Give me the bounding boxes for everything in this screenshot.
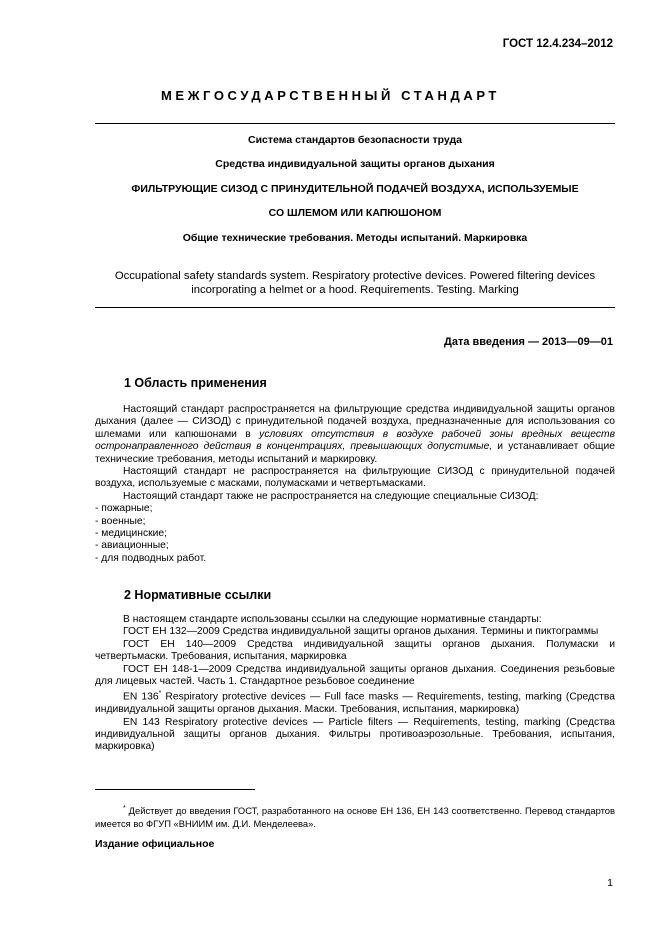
section-2-body — [95, 614, 615, 754]
footnote-marker: * — [158, 690, 162, 698]
scope-paragraph-2: Настоящий стандарт не распространяется на фильтрующие СИЗОД с принудительной подачей воздуха, используемые с масками, полумасками и четвертьмасками. — [95, 466, 615, 490]
footnote-divider — [95, 789, 255, 790]
reference-item: ГОСТ ЕН 148-1—2009 Средства индивидуальной защиты органов дыхания. Соединения резьбовые для лицевых частей. Часть 1. Стандартное резьбовое соединение — [95, 663, 615, 688]
devices-title: Средства индивидуальной защиты органов дыхания — [215, 158, 495, 170]
list-item: - авиационные; — [95, 540, 169, 552]
system-title: Система стандартов безопасности труда — [247, 134, 463, 146]
official-edition: Издание официальное — [95, 838, 215, 850]
footnote-marker: * — [123, 805, 126, 812]
list-item: - пожарные; — [95, 503, 153, 515]
interstate-standard-heading: МЕЖГОСУДАРСТВЕННЫЙ СТАНДАРТ — [161, 88, 500, 103]
english-title — [95, 269, 615, 297]
page-number: 1 — [607, 877, 613, 889]
references-intro: В настоящем стандарте использованы ссылки на следующие нормативные стандарты: — [123, 614, 542, 625]
scope-text-b: и устанавливает общие технические требования, методы испытаний и маркировку. — [95, 441, 615, 465]
reference-item — [95, 688, 615, 716]
scope-text-italic: условиях отсутствия в воздухе рабочей зоны вредных веществ остронаправленного действия в концентрациях, превышающих допустимые, — [95, 428, 616, 453]
scope-paragraph-3: Настоящий стандарт также не распространяется на следующие специальные СИЗОД: — [123, 490, 539, 502]
scope-paragraph-1 — [95, 404, 615, 466]
english-title-line2: incorporating a helmet or a hood. Requirements. Testing. Marking — [191, 284, 519, 296]
section-1-body — [95, 404, 615, 565]
scope-text-a: Настоящий стандарт распространяется на фильтрующие средства индивидуальной защиты органов дыхания (далее — СИЗОД) с принудительной подачей воздуха, предназначенные для использования со шлемами или капюшонами в — [95, 404, 615, 440]
english-title-line1: Occupational safety standards system. Respiratory protective devices. Powered filtering devices — [114, 270, 596, 282]
bottom-divider — [95, 307, 615, 308]
section-2-heading: 2 Нормативные ссылки — [124, 588, 272, 602]
main-title-line2: СО ШЛЕМОМ ИЛИ КАПЮШОНОМ — [268, 207, 442, 219]
footnote-text: Действует до введения ГОСТ, разработанного на основе ЕН 136, ЕН 143 соответственно. Перевод стандартов имеется во ФГУП «ВНИИМ им. Д.И. Менделеева». — [95, 805, 615, 830]
list-item: - для подводных работ. — [95, 552, 207, 564]
section-1-heading: 1 Область применения — [124, 376, 267, 390]
footnote — [95, 802, 615, 830]
document-code: ГОСТ 12.4.234–2012 — [502, 38, 613, 50]
subtitle: Общие технические требования. Методы испытаний. Маркировка — [182, 232, 528, 244]
main-title-line1: ФИЛЬТРУЮЩИЕ СИЗОД С ПРИНУДИТЕЛЬНОЙ ПОДАЧЕЙ ВОЗДУХА, ИСПОЛЬЗУЕМЫЕ — [131, 183, 579, 195]
reference-item: EN 143 Respiratory protective devices — Particle filters — Requirements, testing, marking (Средства индивидуальной защиты органов дыхания. Фильтры противоаэрозольные. Требования, испытания, маркировка) — [95, 716, 615, 753]
top-divider — [95, 123, 615, 124]
reference-text: Respiratory protective devices — Full face masks — Requirements, testing, marking (Средства индивидуальной защиты органов дыхания. Маски. Требования, испытания, маркировка) — [95, 691, 615, 716]
introduction-date: Дата введения — 2013—09—01 — [444, 336, 613, 348]
list-item: - военные; — [95, 515, 146, 527]
reference-item: ГОСТ ЕН 140—2009 Средства индивидуальной защиты органов дыхания. Полумаски и четвертьмаски. Требования, испытания, маркировка — [95, 638, 615, 663]
list-item: - медицинские; — [95, 528, 167, 540]
reference-code: EN 136 — [123, 691, 159, 703]
reference-item: ГОСТ ЕН 132—2009 Средства индивидуальной защиты органов дыхания. Термины и пиктограммы — [123, 626, 599, 638]
